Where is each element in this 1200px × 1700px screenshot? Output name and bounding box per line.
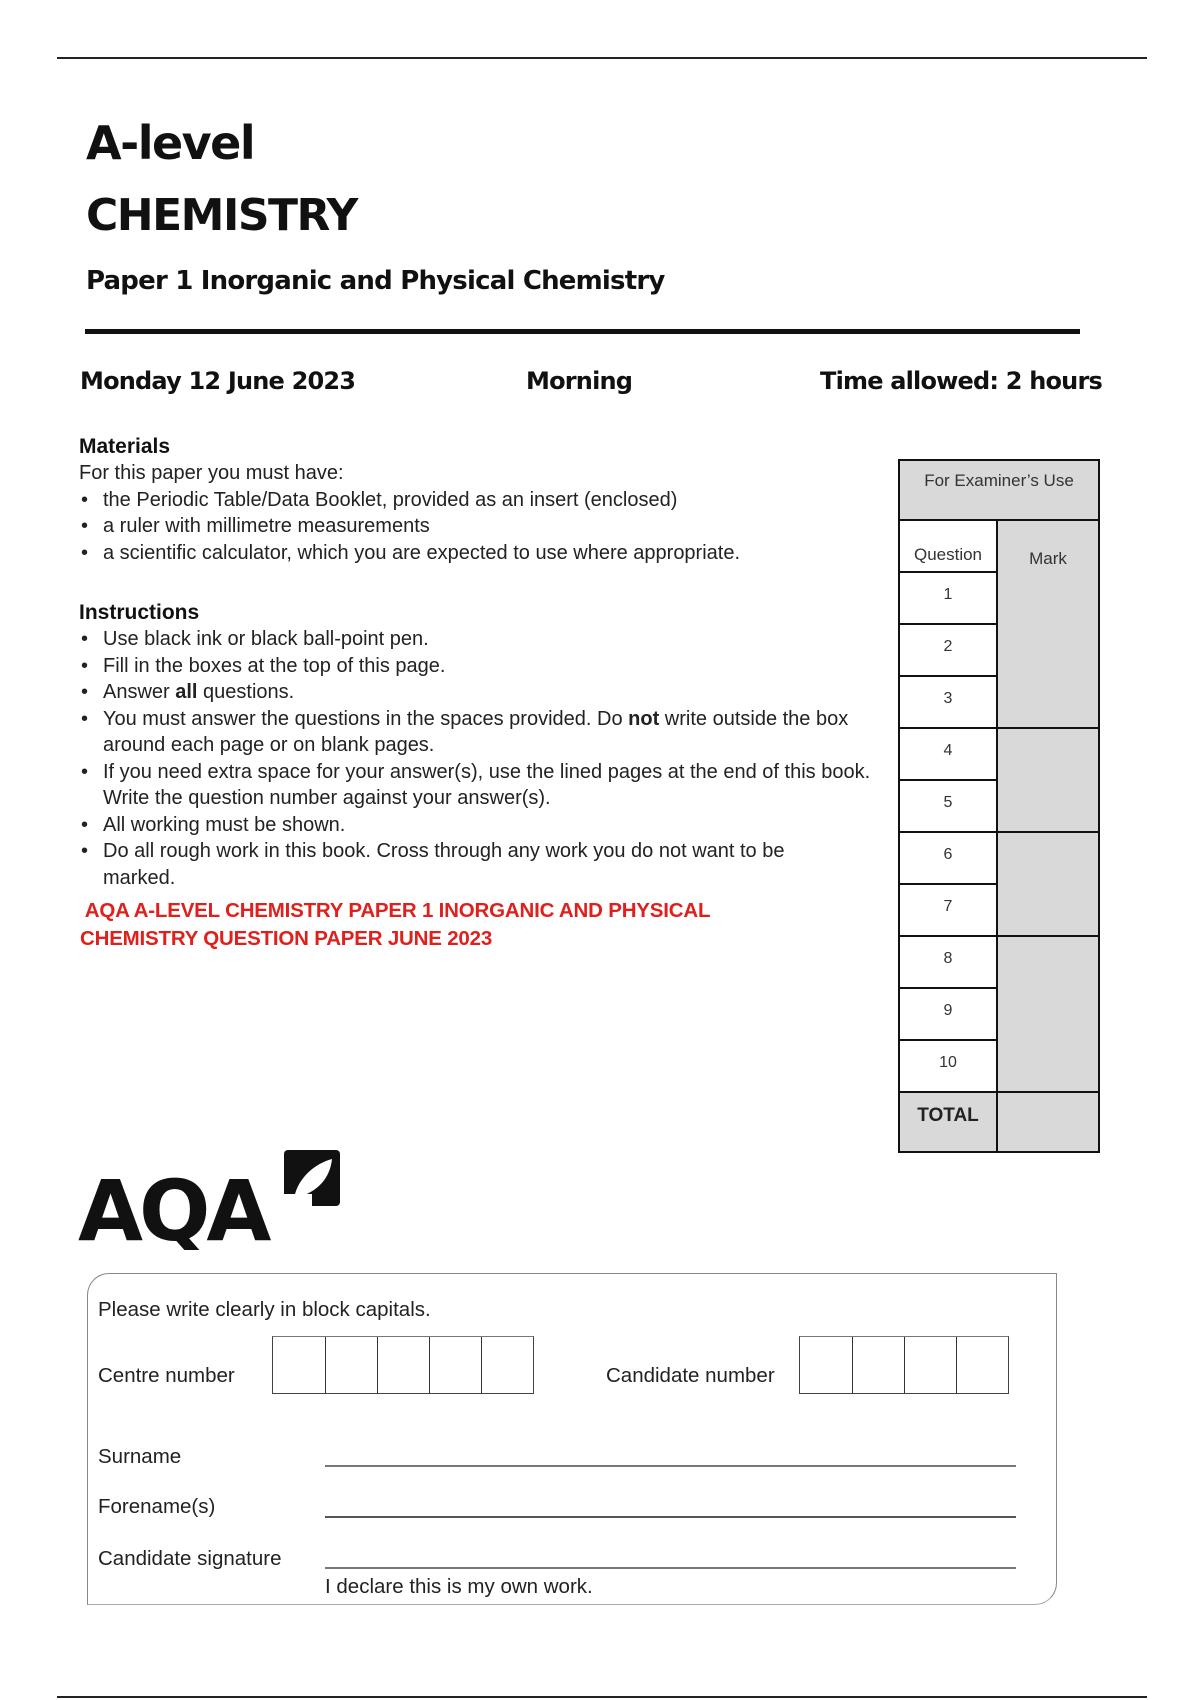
question-column-header: Question	[900, 521, 998, 573]
mark-cell[interactable]	[998, 573, 1098, 625]
instructions-heading: Instructions	[79, 601, 200, 624]
item-text: If you need extra space for your answer(s), use the lined pages at the end of this book. Write the question number against your answer(s).	[103, 760, 871, 809]
examiner-table-title: For Examiner’s Use	[900, 461, 1098, 521]
item-text: You must answer the questions in the spaces provided. Do	[103, 707, 629, 730]
aqa-wordmark	[78, 1150, 348, 1250]
materials-intro: For this paper you must have:	[79, 462, 344, 484]
total-label: TOTAL	[900, 1093, 998, 1151]
candidate-number-input[interactable]	[799, 1336, 1009, 1394]
mark-cell[interactable]	[998, 625, 1098, 677]
mark-cell[interactable]	[998, 937, 1098, 989]
surname-label: Surname	[98, 1445, 182, 1468]
digit-box[interactable]	[481, 1337, 533, 1393]
question-number-cell: 3	[900, 677, 998, 729]
forename-field[interactable]	[325, 1516, 1016, 1518]
total-mark-cell[interactable]	[998, 1093, 1098, 1151]
item-text: Do all rough work in this book. Cross through any work you do not want to be marked.	[103, 840, 785, 889]
question-number-cell: 10	[900, 1041, 998, 1093]
mark-cell[interactable]	[998, 781, 1098, 833]
list-item: • the Periodic Table/Data Booklet, provided as an insert (enclosed)	[79, 487, 899, 514]
centre-number-input[interactable]	[272, 1336, 534, 1394]
list-item	[79, 679, 899, 706]
surname-field[interactable]	[325, 1465, 1016, 1467]
note-line: CHEMISTRY QUESTION PAPER JUNE 2023	[80, 927, 493, 950]
digit-box[interactable]	[273, 1337, 325, 1393]
question-number-cell: 6	[900, 833, 998, 885]
top-rule	[57, 57, 1147, 59]
subject-title: CHEMISTRY	[86, 190, 357, 241]
declaration-text: I declare this is my own work.	[325, 1575, 593, 1598]
list-item	[79, 626, 899, 653]
paper-title: Paper 1 Inorganic and Physical Chemistry	[86, 266, 665, 296]
materials-list	[79, 487, 899, 567]
aqa-leaf-icon	[284, 1150, 340, 1206]
examiner-use-table	[898, 459, 1100, 1153]
question-number-cell: 8	[900, 937, 998, 989]
digit-box[interactable]	[852, 1337, 904, 1393]
time-allowed: Time allowed: 2 hours	[820, 367, 1102, 395]
instructions-list	[79, 626, 899, 891]
list-item	[79, 706, 899, 759]
item-text: questions.	[197, 681, 295, 703]
materials-heading: Materials	[79, 435, 171, 458]
question-number-cell: 2	[900, 625, 998, 677]
item-text: Answer	[103, 681, 176, 703]
item-text: Fill in the boxes at the top of this page.	[103, 654, 446, 677]
title-divider	[85, 329, 1080, 334]
item-emphasis: all	[175, 681, 198, 703]
bottom-rule	[57, 1696, 1147, 1698]
level-title: A-level	[86, 116, 255, 170]
paper-title-note	[80, 897, 840, 953]
mark-cell[interactable]	[998, 1041, 1098, 1093]
question-number-cell: 9	[900, 989, 998, 1041]
mark-column-header: Mark	[998, 521, 1098, 573]
centre-number-label: Centre number	[98, 1364, 235, 1387]
item-emphasis: not	[628, 707, 660, 730]
question-number-cell: 7	[900, 885, 998, 937]
list-item	[79, 759, 899, 812]
mark-cell[interactable]	[998, 885, 1098, 937]
block-capitals-instruction: Please write clearly in block capitals.	[98, 1298, 431, 1321]
mark-cell[interactable]	[998, 729, 1098, 781]
signature-field[interactable]	[325, 1567, 1016, 1569]
signature-label: Candidate signature	[98, 1547, 282, 1570]
exam-date: Monday 12 June 2023	[80, 367, 356, 395]
question-number-cell: 1	[900, 573, 998, 625]
candidate-number-label: Candidate number	[606, 1364, 775, 1387]
mark-cell[interactable]	[998, 677, 1098, 729]
list-item	[79, 653, 899, 680]
item-text: All working must be shown.	[103, 813, 346, 836]
exam-session: Morning	[526, 367, 633, 395]
question-number-cell: 4	[900, 729, 998, 781]
aqa-logo	[78, 1150, 348, 1250]
list-item	[79, 838, 899, 891]
list-item: • a scientific calculator, which you are expected to use where appropriate.	[79, 540, 899, 567]
question-number-cell: 5	[900, 781, 998, 833]
forename-label: Forename(s)	[98, 1495, 216, 1518]
item-text: Use black ink or black ball-point pen.	[103, 628, 429, 650]
digit-box[interactable]	[325, 1337, 377, 1393]
digit-box[interactable]	[377, 1337, 429, 1393]
aqa-text: AQA	[78, 1162, 268, 1250]
digit-box[interactable]	[800, 1337, 852, 1393]
mark-cell[interactable]	[998, 989, 1098, 1041]
digit-box[interactable]	[429, 1337, 481, 1393]
mark-cell[interactable]	[998, 833, 1098, 885]
digit-box[interactable]	[956, 1337, 1008, 1393]
list-item	[79, 812, 899, 839]
note-line: AQA A-LEVEL CHEMISTRY PAPER 1 INORGANIC AND PHYSICAL	[80, 899, 711, 922]
digit-box[interactable]	[904, 1337, 956, 1393]
list-item: • a ruler with millimetre measurements	[79, 513, 899, 540]
materials-section	[79, 434, 899, 566]
item-text: write outside the box around each page or on blank pages.	[103, 707, 849, 756]
instructions-section	[79, 600, 899, 891]
